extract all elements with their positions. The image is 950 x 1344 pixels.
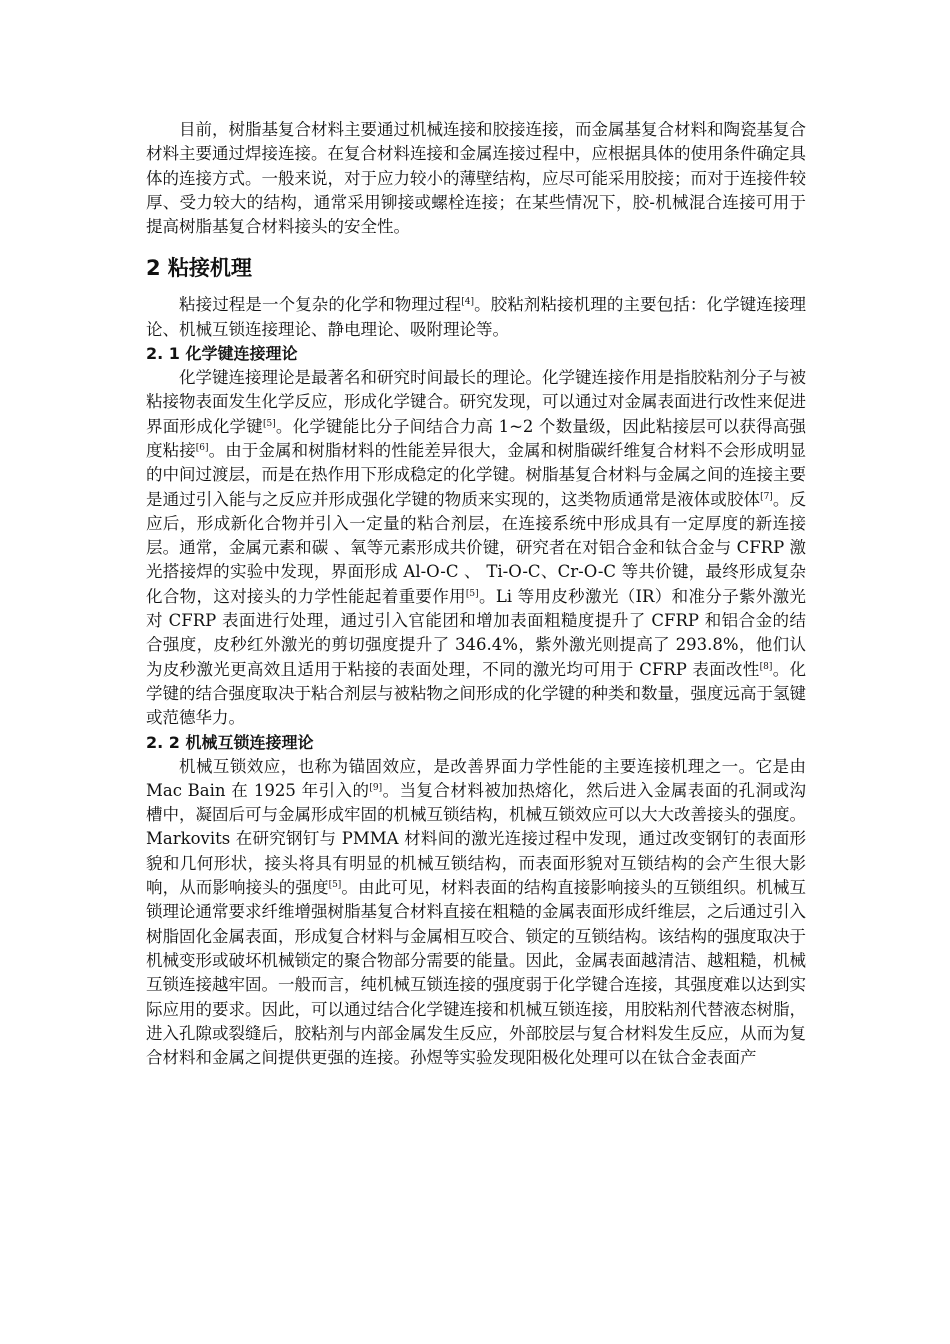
text-run: 。化学键能比分子间结合力高 1~2 个数量级，因此粘接层可以获得高强度粘接 bbox=[146, 416, 807, 460]
document-page bbox=[146, 118, 806, 1070]
intro-paragraph: 目前，树脂基复合材料主要通过机械连接和胶接连接，而金属基复合材料和陶瓷基复合材料主要通过焊接连接。在复合材料连接和金属连接过程中，应根据具体的使用条件确定具体的连接方式。一般来说，对于应力较小的薄壁结构，应尽可能采用胶接；而对于连接件较厚、受力较大的结构，通常采用铆接或螺栓连接；在某些情况下，胶-机械混合连接可用于提高树脂基复合材料接头的安全性。 bbox=[146, 120, 806, 237]
text-run: 机械互锁效应，也称为锚固效应，是改善界面力学性能的主要连接机理之一。它是由 Mac Bain 在 1925 年引入的 bbox=[146, 756, 806, 800]
citation: [5] bbox=[465, 588, 479, 599]
text-run: 。化学键的结合强度取决于粘合剂层与被粘物之间形成的化学键的种类和数量，强度远高于氢键或范德华力。 bbox=[146, 659, 807, 728]
text-run: 。由于金属和树脂材料的性能差异很大，金属和树脂碳纤维复合材料不会形成明显的中间过渡层，而是在热作用下形成稳定的化学键。树脂基复合材料与金属之间的连接主要是通过引入能与之反应并形成强化学键的物质来实现的，这类物质通常是液体或胶体 bbox=[146, 440, 807, 509]
citation: [7] bbox=[760, 491, 773, 502]
text-run: 。Li 等用皮秒激光（IR）和准分子紫外激光对 CFRP 表面进行处理，通过引入官能团和增加表面粗糙度提升了 CFRP 和铝合金的结合强度，皮秒红外激光的剪切强度提升了 346.4%，紫外激光则提高了 293.8%，他们认为皮秒激光更高效且适用于粘接的表面处理，不同的激光均可用于 CFRP 表面改性 bbox=[146, 586, 807, 679]
text-run: 。胶粘剂粘接机理的主要包括：化学键连接理论、机械互锁连接理论、静电理论、吸附理论等。 bbox=[146, 295, 807, 339]
text-run: 。当复合材料被加热熔化，然后进入金属表面的孔洞或沟槽中，凝固后可与金属形成牢固的机械互锁结构，机械互锁效应可以大大改善接头的强度。Markovits 在研究钢钉与 PMMA 材料间的激光连接过程中发现，通过改变钢钉的表面形貌和几何形状，接头将具有明显的机械互锁结构，而表面形貌对互锁结构的会产生很大影响，从而影响接头的强度 bbox=[146, 780, 807, 898]
section-2-intro-paragraph bbox=[146, 293, 806, 342]
section-2-1-paragraph bbox=[146, 366, 806, 730]
citation: [8] bbox=[759, 661, 773, 672]
text-run: 。反应后，形成新化合物并引入一定量的粘合剂层，在连接系统中形成具有一定厚度的新连接层。通常，金属元素和碳 、氧等元素形成共价键，研究者在对铝合金和钛合金与 CFRP 激光搭接焊的实验中发现，界面形成 Al-O-C 、 Ti-O-C、Cr-O-C 等共价键，最终形成复杂化合物，这对接头的力学性能起着重要作用 bbox=[146, 489, 807, 606]
citation: [5] bbox=[262, 418, 276, 429]
citation: [9] bbox=[369, 782, 383, 793]
text-run: 粘接过程是一个复杂的化学和物理过程 bbox=[179, 295, 462, 315]
text-run: 化学键连接理论是最著名和研究时间最长的理论。化学键连接作用是指胶粘剂分子与被粘接物表面发生化学反应，形成化学键合。研究发现，可以通过对金属表面进行改性来促进界面形成化学键 bbox=[146, 368, 806, 436]
section-2-2-paragraph bbox=[146, 755, 806, 1071]
section-2-heading: 2 粘接机理 bbox=[146, 256, 252, 281]
citation: [4] bbox=[461, 297, 474, 308]
citation: [5] bbox=[328, 880, 342, 891]
section-2-1-heading: 2. 1 化学键连接理论 bbox=[146, 344, 298, 364]
citation: [6] bbox=[195, 442, 209, 453]
section-2-2-heading: 2. 2 机械互锁连接理论 bbox=[146, 732, 314, 752]
text-run: 。由此可见，材料表面的结构直接影响接头的互锁组织。机械互锁理论通常要求纤维增强树脂基复合材料直接在粗糙的金属表面形成纤维层，之后通过引入树脂固化金属表面，形成复合材料与金属相互咬合、锁定的互锁结构。该结构的强度取决于机械变形或破坏机械锁定的聚合物部分需要的能量。因此，金属表面越清洁、越粗糙，机械互锁连接越牢固。一般而言，纯机械互锁连接的强度弱于化学键合连接，其强度难以达到实际应用的要求。因此，可以通过结合化学键连接和机械互锁连接，用胶粘剂代替液态树脂，进入孔隙或裂缝后，胶粘剂与内部金属发生反应，外部胶层与复合材料发生反应，从而为复合材料和金属之间提供更强的连接。孙煜等实验发现阳极化处理可以在钛合金表面产 bbox=[146, 878, 807, 1068]
